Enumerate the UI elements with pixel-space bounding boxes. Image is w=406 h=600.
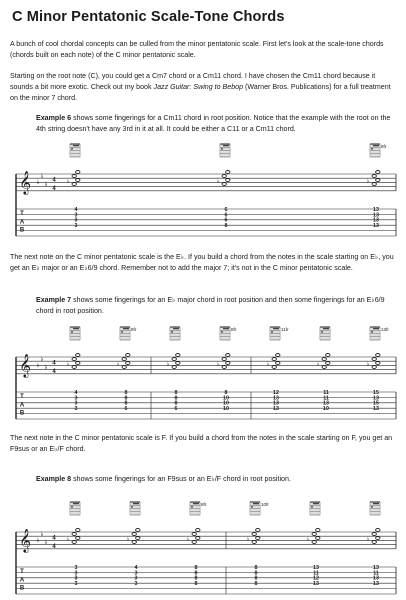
chord-finger-dot — [123, 328, 125, 330]
whole-note-head — [132, 533, 136, 536]
tab-fret-number: 3 — [74, 570, 78, 577]
chord-finger-dot — [253, 503, 255, 505]
chord-finger-dot — [77, 328, 79, 330]
chord-diagram — [70, 144, 80, 157]
whole-note-head — [196, 537, 200, 540]
chord-finger-dot — [221, 148, 223, 150]
chord-position-label: 8fr — [201, 502, 207, 507]
tab-clef-letter: T — [20, 569, 24, 575]
whole-note-head — [376, 362, 380, 365]
whole-note-head — [222, 175, 226, 178]
chord-finger-dot — [373, 145, 375, 147]
whole-note-head — [122, 358, 126, 361]
tab-fret-number: 3 — [74, 575, 78, 582]
key-signature-flat-icon: ♭ — [36, 178, 40, 186]
accidental-flat-icon: ♭ — [366, 536, 370, 543]
chord-finger-dot — [73, 503, 75, 505]
chord-finger-dot — [323, 328, 325, 330]
chord-diagram — [370, 502, 380, 515]
chord-finger-dot — [195, 503, 197, 505]
whole-note-head — [376, 354, 380, 357]
whole-note-head — [122, 366, 126, 369]
tab-fret-number: 13 — [373, 564, 379, 571]
tab-fret-number: 13 — [323, 400, 329, 407]
tab-fret-number: 10 — [223, 400, 229, 407]
chord-finger-dot — [127, 328, 129, 330]
tab-fret-number: 13 — [313, 564, 319, 571]
tab-fret-number: 13 — [373, 395, 379, 402]
whole-note-head — [76, 171, 80, 174]
example-7-text: shows some fingerings for an E♭ major chord in root position and then some fingerings for an E♭6/9 chord in root position. — [36, 296, 385, 316]
tab-fret-number: 11 — [373, 570, 379, 577]
chord-finger-dot — [315, 503, 317, 505]
chord-finger-dot — [277, 328, 279, 330]
chord-finger-dot — [71, 148, 73, 150]
chord-finger-dot — [317, 503, 319, 505]
tab-fret-number: 8 — [174, 395, 178, 402]
tab-fret-number: 13 — [373, 581, 379, 588]
tab-fret-number: 13 — [313, 581, 319, 588]
tab-fret-number: 8 — [124, 389, 128, 396]
chord-diagram — [370, 144, 380, 157]
tab-fret-number: 3 — [74, 406, 78, 413]
whole-note-head — [76, 354, 80, 357]
chord-diagram — [220, 327, 230, 340]
chord-diagram — [310, 502, 320, 515]
accidental-flat-icon: ♭ — [216, 361, 220, 368]
tab-fret-number: 12 — [313, 575, 319, 582]
chord-finger-dot — [371, 148, 373, 150]
chord-finger-dot — [275, 328, 277, 330]
tab-fret-number: 3 — [134, 570, 138, 577]
chord-finger-dot — [175, 328, 177, 330]
tab-fret-number: 6 — [174, 406, 178, 413]
chord-finger-dot — [321, 331, 323, 333]
chord-position-label: 11fr — [281, 327, 289, 332]
tab-fret-number: 13 — [273, 395, 279, 402]
time-signature-top: 4 — [52, 177, 56, 184]
tab-fret-number: 8 — [254, 575, 258, 582]
whole-note-head — [376, 529, 380, 532]
whole-note-head — [226, 362, 230, 365]
tab-fret-number: 13 — [373, 217, 379, 224]
whole-note-head — [222, 358, 226, 361]
f-paragraph: The next note in the C minor pentatonic scale is F. If you build a chord from the notes in the scale starting on F, you get an F9sus or an E♭/F chord. — [10, 434, 393, 454]
accidental-flat-icon: ♭ — [126, 536, 130, 543]
chord-position-label: 10fr — [261, 502, 269, 507]
treble-clef-icon: 𝄞 — [19, 353, 31, 377]
tab-fret-number: 13 — [273, 406, 279, 413]
example-7-intro — [36, 295, 396, 317]
book-title: Jazz Guitar: Swing to Bebop — [153, 83, 244, 92]
chord-position-label: 8fr — [131, 327, 137, 332]
whole-note-head — [322, 358, 326, 361]
example-7-notation — [0, 323, 406, 425]
key-signature-flat-icon: ♭ — [40, 172, 44, 180]
chord-finger-dot — [221, 331, 223, 333]
tab-fret-number: 3 — [74, 581, 78, 588]
chord-finger-dot — [223, 145, 225, 147]
whole-note-head — [76, 179, 80, 182]
treble-clef-icon: 𝄞 — [19, 170, 31, 194]
tab-fret-number: 11 — [313, 570, 319, 577]
chord-finger-dot — [251, 506, 253, 508]
accidental-flat-icon: ♭ — [66, 178, 70, 185]
chord-finger-dot — [373, 328, 375, 330]
tab-fret-number: 13 — [373, 206, 379, 213]
time-signature-bottom: 4 — [52, 544, 56, 550]
chord-diagram — [220, 144, 230, 157]
chord-finger-dot — [227, 145, 229, 147]
chord-finger-dot — [121, 331, 123, 333]
whole-note-head — [256, 537, 260, 540]
chord-finger-dot — [271, 331, 273, 333]
tab-clef-letter: B — [19, 227, 25, 234]
tab-fret-number: 13 — [373, 575, 379, 582]
chord-finger-dot — [375, 145, 377, 147]
whole-note-head — [272, 366, 276, 369]
tab-fret-number: 11 — [323, 395, 329, 402]
tab-clef-letter: A — [19, 402, 25, 409]
tab-fret-number: 6 — [224, 212, 228, 219]
tab-fret-number: 8 — [194, 575, 198, 582]
chord-finger-dot — [225, 145, 227, 147]
whole-note-head — [72, 541, 76, 544]
chord-finger-dot — [377, 503, 379, 505]
chord-finger-dot — [171, 331, 173, 333]
accidental-flat-icon: ♭ — [216, 178, 220, 185]
chord-finger-dot — [125, 328, 127, 330]
chord-finger-dot — [71, 331, 73, 333]
whole-note-head — [222, 183, 226, 186]
chord-position-label: 8fr — [231, 327, 237, 332]
whole-note-head — [376, 179, 380, 182]
chord-finger-dot — [77, 145, 79, 147]
cm11-text-a: Starting on the root note (C), you could get a Cm7 chord or a Cm11 chord. I have chosen the Cm11 chord because it sounds a bit more exotic. Check out my book — [10, 72, 376, 92]
whole-note-head — [172, 358, 176, 361]
chord-finger-dot — [223, 328, 225, 330]
chord-diagram — [170, 327, 180, 340]
chord-finger-dot — [371, 331, 373, 333]
chord-diagram — [270, 327, 280, 340]
treble-clef-icon: 𝄞 — [19, 528, 31, 552]
whole-note-head — [316, 537, 320, 540]
chord-finger-dot — [327, 328, 329, 330]
tab-fret-number: 13 — [273, 400, 279, 407]
tab-fret-number: 8 — [254, 570, 258, 577]
whole-note-head — [372, 366, 376, 369]
whole-note-head — [172, 366, 176, 369]
chord-diagram — [130, 502, 140, 515]
time-signature-top: 4 — [52, 360, 56, 367]
chord-finger-dot — [193, 503, 195, 505]
chord-finger-dot — [75, 145, 77, 147]
intro-paragraph: A bunch of cool chordal concepts can be culled from the minor pentatonic scale. First let's look at the scale-tone chords (chords built on each note) of the C minor pentatonic scale. — [10, 40, 384, 60]
example-8-text: shows some fingerings for an F9sus or an E♭/F chord in root position. — [71, 475, 291, 483]
tab-fret-number: 6 — [224, 206, 228, 213]
tab-fret-number: 4 — [74, 389, 78, 396]
whole-note-head — [76, 362, 80, 365]
accidental-flat-icon: ♭ — [166, 361, 170, 368]
tab-fret-number: 8 — [254, 581, 258, 588]
example-6-text: shows some fingerings for a Cm11 chord in root position. Notice that the example with the root on the 4th string doesn't have any 3rd in it at all. It could be either a C11 or a Cm11 chord. — [36, 114, 391, 134]
key-signature-flat-icon: ♭ — [36, 536, 40, 544]
tab-fret-number: 4 — [74, 206, 78, 213]
accidental-flat-icon: ♭ — [186, 536, 190, 543]
chord-finger-dot — [191, 506, 193, 508]
example-6-notation — [0, 140, 406, 244]
tab-fret-number: 3 — [74, 400, 78, 407]
whole-note-head — [372, 175, 376, 178]
tab-fret-number: 13 — [373, 212, 379, 219]
tab-fret-number: 6 — [224, 217, 228, 224]
accidental-flat-icon: ♭ — [306, 536, 310, 543]
accidental-flat-icon: ♭ — [246, 536, 250, 543]
example-8-label: Example 8 — [36, 475, 72, 483]
cm11-paragraph — [10, 71, 396, 105]
chord-diagram — [320, 327, 330, 340]
chord-finger-dot — [225, 328, 227, 330]
whole-note-head — [372, 358, 376, 361]
page-title: C Minor Pentatonic Scale-Tone Chords — [12, 9, 285, 25]
tab-fret-number: 10 — [223, 406, 229, 413]
chord-diagram — [250, 502, 260, 515]
whole-note-head — [76, 537, 80, 540]
tab-fret-number: 8 — [224, 389, 228, 396]
whole-note-head — [252, 533, 256, 536]
chord-finger-dot — [373, 503, 375, 505]
tab-fret-number: 8 — [194, 570, 198, 577]
accidental-flat-icon: ♭ — [66, 536, 70, 543]
whole-note-head — [372, 533, 376, 536]
chord-finger-dot — [375, 503, 377, 505]
whole-note-head — [72, 533, 76, 536]
key-signature-flat-icon: ♭ — [40, 355, 44, 363]
whole-note-head — [276, 354, 280, 357]
chord-finger-dot — [137, 503, 139, 505]
tab-fret-number: 15 — [373, 400, 379, 407]
whole-note-head — [126, 362, 130, 365]
key-signature-flat-icon: ♭ — [40, 530, 44, 538]
chord-position-label: 8fr — [381, 144, 387, 149]
tab-fret-number: 10 — [323, 406, 329, 413]
tab-clef-letter: A — [19, 219, 25, 226]
tab-clef-letter: T — [20, 394, 24, 400]
tab-fret-number: 8 — [224, 223, 228, 230]
whole-note-head — [312, 533, 316, 536]
tab-clef-letter: A — [19, 577, 25, 584]
chord-finger-dot — [131, 506, 133, 508]
time-signature-bottom: 4 — [52, 369, 56, 375]
tab-clef-letter: T — [20, 211, 24, 217]
tab-fret-number: 10 — [223, 395, 229, 402]
tab-fret-number: 8 — [194, 564, 198, 571]
tab-fret-number: 8 — [124, 400, 128, 407]
tab-fret-number: 3 — [74, 223, 78, 230]
whole-note-head — [72, 366, 76, 369]
chord-finger-dot — [255, 503, 257, 505]
chord-position-label: 13fr — [381, 327, 389, 332]
whole-note-head — [316, 529, 320, 532]
whole-note-head — [326, 362, 330, 365]
whole-note-head — [226, 171, 230, 174]
tab-fret-number: 4 — [134, 564, 138, 571]
chord-diagram — [120, 327, 130, 340]
whole-note-head — [226, 179, 230, 182]
cm11-text-b: (Warner Bros. Publications) for a full treatment on the minor 7 chord. — [10, 83, 391, 103]
tab-fret-number: 8 — [254, 564, 258, 571]
whole-note-head — [272, 358, 276, 361]
example-8-notation — [0, 498, 406, 600]
whole-note-head — [226, 354, 230, 357]
eb-paragraph: The next note on the C minor pentatonic scale is the E♭. If you build a chord from the notes in the scale starting on E♭, you get an E♭ major or an E♭6/9 chord. Remember not to add the major 7; it's not in the C minor pentatonic scale. — [10, 253, 394, 273]
tab-fret-number: 11 — [323, 389, 329, 396]
whole-note-head — [276, 362, 280, 365]
key-signature-flat-icon: ♭ — [36, 361, 40, 369]
tab-clef-letter: B — [19, 410, 25, 417]
whole-note-head — [126, 354, 130, 357]
key-signature-flat-icon: ♭ — [44, 538, 48, 546]
chord-diagram — [70, 327, 80, 340]
accidental-flat-icon: ♭ — [366, 178, 370, 185]
chord-finger-dot — [375, 328, 377, 330]
example-6-intro — [36, 113, 396, 135]
tab-fret-number: 3 — [134, 575, 138, 582]
whole-note-head — [376, 171, 380, 174]
whole-note-head — [136, 537, 140, 540]
chord-finger-dot — [75, 503, 77, 505]
chord-finger-dot — [313, 503, 315, 505]
whole-note-head — [176, 362, 180, 365]
whole-note-head — [72, 183, 76, 186]
chord-diagram — [370, 327, 380, 340]
whole-note-head — [76, 529, 80, 532]
accidental-flat-icon: ♭ — [266, 361, 270, 368]
tab-clef-letter: B — [19, 585, 25, 592]
time-signature-bottom: 4 — [52, 186, 56, 192]
chord-finger-dot — [197, 503, 199, 505]
time-signature-top: 4 — [52, 535, 56, 542]
example-8-intro — [36, 474, 396, 485]
whole-note-head — [192, 541, 196, 544]
whole-note-head — [136, 529, 140, 532]
accidental-flat-icon: ♭ — [366, 361, 370, 368]
chord-finger-dot — [227, 328, 229, 330]
tab-fret-number: 8 — [174, 389, 178, 396]
tab-fret-number: 13 — [373, 223, 379, 230]
whole-note-head — [176, 354, 180, 357]
whole-note-head — [222, 366, 226, 369]
whole-note-head — [372, 183, 376, 186]
whole-note-head — [192, 533, 196, 536]
tab-fret-number: 3 — [74, 564, 78, 571]
chord-finger-dot — [77, 503, 79, 505]
accidental-flat-icon: ♭ — [66, 361, 70, 368]
chord-diagram — [190, 502, 200, 515]
key-signature-flat-icon: ♭ — [44, 180, 48, 188]
chord-finger-dot — [325, 328, 327, 330]
tab-fret-number: 6 — [124, 406, 128, 413]
chord-finger-dot — [173, 328, 175, 330]
tab-fret-number: 12 — [273, 389, 279, 396]
tab-fret-number: 3 — [134, 581, 138, 588]
tab-fret-number: 8 — [174, 400, 178, 407]
chord-finger-dot — [377, 145, 379, 147]
tab-fret-number: 8 — [194, 581, 198, 588]
chord-finger-dot — [135, 503, 137, 505]
accidental-flat-icon: ♭ — [116, 361, 120, 368]
tab-fret-number: 13 — [373, 406, 379, 413]
chord-finger-dot — [133, 503, 135, 505]
chord-finger-dot — [71, 506, 73, 508]
chord-diagram — [70, 502, 80, 515]
chord-finger-dot — [371, 506, 373, 508]
tab-fret-number: 8 — [124, 395, 128, 402]
whole-note-head — [72, 175, 76, 178]
chord-finger-dot — [257, 503, 259, 505]
example-6-label: Example 6 — [36, 114, 72, 122]
whole-note-head — [322, 366, 326, 369]
whole-note-head — [132, 541, 136, 544]
chord-finger-dot — [311, 506, 313, 508]
whole-note-head — [372, 541, 376, 544]
accidental-flat-icon: ♭ — [316, 361, 320, 368]
chord-finger-dot — [75, 328, 77, 330]
whole-note-head — [312, 541, 316, 544]
chord-finger-dot — [377, 328, 379, 330]
whole-note-head — [252, 541, 256, 544]
whole-note-head — [326, 354, 330, 357]
tab-fret-number: 3 — [74, 395, 78, 402]
tab-fret-number: 3 — [74, 217, 78, 224]
whole-note-head — [72, 358, 76, 361]
whole-note-head — [256, 529, 260, 532]
chord-finger-dot — [273, 328, 275, 330]
chord-finger-dot — [177, 328, 179, 330]
key-signature-flat-icon: ♭ — [44, 363, 48, 371]
tab-fret-number: 3 — [74, 212, 78, 219]
whole-note-head — [196, 529, 200, 532]
example-7-label: Example 7 — [36, 296, 72, 304]
tab-fret-number: 15 — [373, 389, 379, 396]
chord-finger-dot — [73, 145, 75, 147]
chord-finger-dot — [73, 328, 75, 330]
whole-note-head — [376, 537, 380, 540]
